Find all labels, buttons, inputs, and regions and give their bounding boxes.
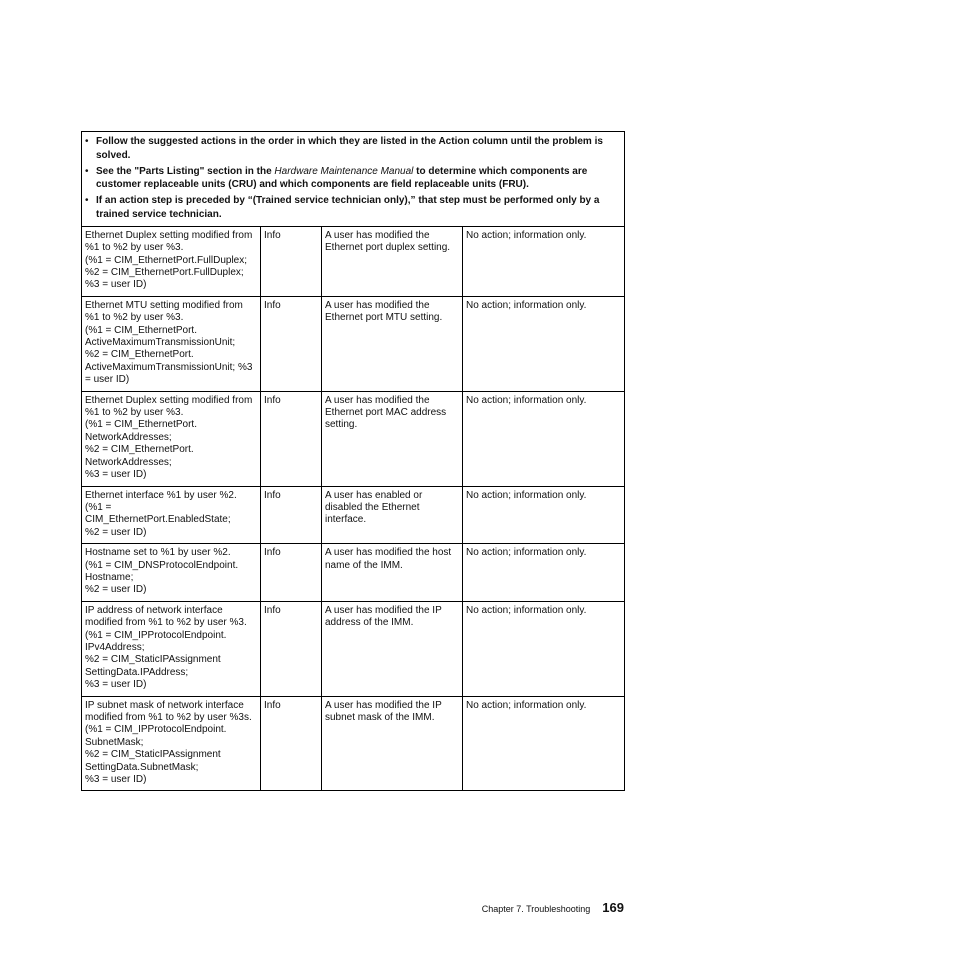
message-line: (%1 = CIM_EthernetPort. xyxy=(85,324,197,336)
message-line: %2 = CIM_StaticIPAssignment xyxy=(85,749,221,761)
message-line: %2 = CIM_StaticIPAssignment xyxy=(85,654,221,666)
explanation-cell: A user has modified the IP address of the IMM. xyxy=(322,601,463,696)
explanation-cell: A user has modified the IP subnet mask of the IMM. xyxy=(322,696,463,791)
message-cell xyxy=(82,391,261,486)
action-cell: No action; information only. xyxy=(463,226,625,296)
instructions-list xyxy=(85,135,620,222)
action-cell: No action; information only. xyxy=(463,601,625,696)
severity-cell: Info xyxy=(261,226,322,296)
action-cell: No action; information only. xyxy=(463,391,625,486)
message-line: %2 = CIM_EthernetPort. xyxy=(85,444,194,456)
message-line: %2 = CIM_EthernetPort. xyxy=(85,349,194,361)
table-row xyxy=(82,391,625,486)
explanation-cell: A user has modified the Ethernet port duplex setting. xyxy=(322,226,463,296)
instruction-item xyxy=(85,194,620,222)
message-line: Ethernet Duplex setting modified from %1 to %2 by user %3. xyxy=(85,229,253,254)
message-line: SettingData.SubnetMask; xyxy=(85,761,199,773)
message-cell xyxy=(82,696,261,791)
action-cell: No action; information only. xyxy=(463,486,625,544)
instruction-item xyxy=(85,165,620,193)
action-cell: No action; information only. xyxy=(463,544,625,602)
message-line: (%1 = CIM_IPProtocolEndpoint. xyxy=(85,724,227,736)
bullet-icon: • xyxy=(85,195,89,207)
instruction-text-start: See the "Parts Listing" section in the xyxy=(96,165,275,177)
message-line: NetworkAddresses; xyxy=(85,456,172,468)
instructions-row xyxy=(82,132,625,227)
message-line: (%1 = CIM_IPProtocolEndpoint. xyxy=(85,629,227,641)
explanation-cell: A user has modified the host name of the IMM. xyxy=(322,544,463,602)
table-row xyxy=(82,544,625,602)
message-line: SettingData.IPAddress; xyxy=(85,666,189,678)
message-line: (%1 = CIM_DNSProtocolEndpoint. xyxy=(85,559,239,571)
severity-cell: Info xyxy=(261,486,322,544)
message-line: Hostname set to %1 by user %2. xyxy=(85,547,231,559)
message-line: %2 = user ID) xyxy=(85,526,147,538)
explanation-cell: A user has modified the Ethernet port MTU setting. xyxy=(322,296,463,391)
table-row xyxy=(82,486,625,544)
message-line: CIM_EthernetPort.EnabledState; xyxy=(85,514,231,526)
message-cell xyxy=(82,486,261,544)
message-line: ActiveMaximumTransmissionUnit; xyxy=(85,337,236,349)
message-cell xyxy=(82,544,261,602)
instruction-text: If an action step is preceded by “(Trained service technician only),” that step must be performed only by a trained service technician. xyxy=(96,195,600,220)
message-cell xyxy=(82,296,261,391)
instruction-text: Follow the suggested actions in the order in which they are listed in the Action column until the problem is solved. xyxy=(96,136,603,161)
event-log-table xyxy=(81,131,625,791)
message-line: IPv4Address; xyxy=(85,641,145,653)
severity-cell: Info xyxy=(261,544,322,602)
message-line: SubnetMask; xyxy=(85,736,144,748)
message-line: IP address of network interface modified from %1 to %2 by user %3. xyxy=(85,604,247,629)
message-line: %3 = user ID) xyxy=(85,679,147,691)
page-footer xyxy=(0,900,624,915)
explanation-cell: A user has modified the Ethernet port MAC address setting. xyxy=(322,391,463,486)
bullet-icon: • xyxy=(85,165,89,177)
bullet-icon: • xyxy=(85,136,89,147)
explanation-cell: A user has enabled or disabled the Ethernet interface. xyxy=(322,486,463,544)
message-line: %3 = user ID) xyxy=(85,774,147,786)
message-line: %3 = user ID) xyxy=(85,469,147,481)
severity-cell: Info xyxy=(261,601,322,696)
severity-cell: Info xyxy=(261,296,322,391)
table-body xyxy=(82,132,625,791)
instruction-item xyxy=(85,135,620,163)
page-number: 169 xyxy=(602,900,624,915)
instruction-text-end: to determine which components are customer replaceable units (CRU) and which components are field replaceable units (FRU). xyxy=(96,165,588,191)
message-line: Ethernet interface %1 by user %2. xyxy=(85,489,237,501)
action-cell: No action; information only. xyxy=(463,296,625,391)
message-line: (%1 = CIM_EthernetPort.FullDuplex; xyxy=(85,254,248,266)
severity-cell: Info xyxy=(261,696,322,791)
message-line: NetworkAddresses; xyxy=(85,431,172,443)
table-row xyxy=(82,226,625,296)
message-line: Ethernet Duplex setting modified from %1 to %2 by user %3. xyxy=(85,394,253,419)
action-cell: No action; information only. xyxy=(463,696,625,791)
table-row xyxy=(82,296,625,391)
chapter-title: Chapter 7. Troubleshooting xyxy=(481,904,591,914)
table-row xyxy=(82,696,625,791)
message-line: %2 = CIM_EthernetPort.FullDuplex; xyxy=(85,267,244,278)
message-line: %2 = user ID) xyxy=(85,584,147,596)
message-line: ActiveMaximumTransmissionUnit; %3 = user ID) xyxy=(85,361,253,386)
message-cell xyxy=(82,601,261,696)
message-line: (%1 = CIM_EthernetPort. xyxy=(85,419,197,431)
table-row xyxy=(82,601,625,696)
message-line: %3 = user ID) xyxy=(85,279,147,291)
instructions-cell xyxy=(82,132,625,227)
message-line: Hostname; xyxy=(85,571,134,583)
message-line: Ethernet MTU setting modified from %1 to %2 by user %3. xyxy=(85,299,243,324)
message-line: IP subnet mask of network interface modified from %1 to %2 by user %3s. xyxy=(85,699,252,723)
manual-title: Hardware Maintenance Manual xyxy=(274,165,414,177)
message-line: (%1 = xyxy=(85,501,112,513)
message-cell xyxy=(82,226,261,296)
severity-cell: Info xyxy=(261,391,322,486)
